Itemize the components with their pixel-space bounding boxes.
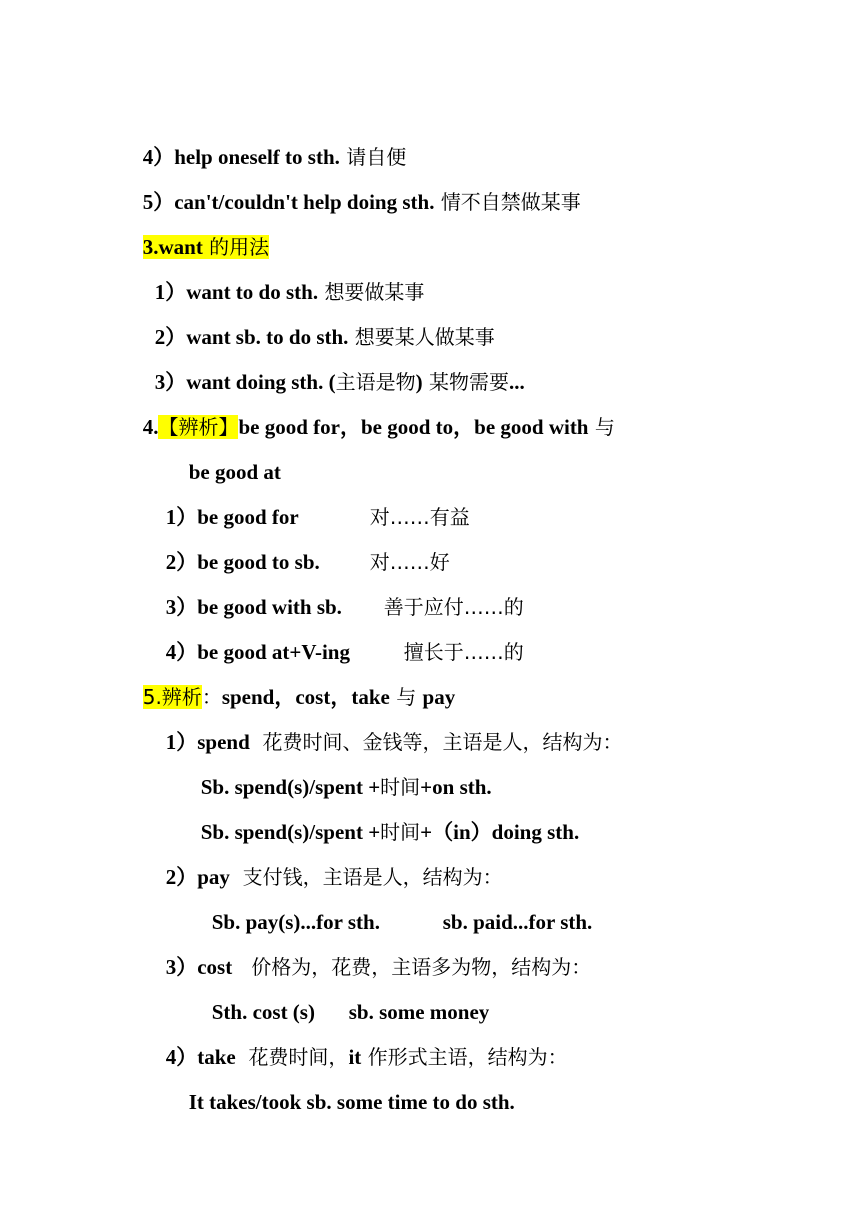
bracket-label: 【辨析】 — [158, 415, 239, 439]
line-want-doing — [142, 337, 525, 394]
item-label: 4） — [165, 640, 198, 664]
line-cost-money — [336, 967, 490, 1024]
phrase-en: want sb. to do sth. — [186, 325, 349, 349]
phrase-zh: 某物需要 — [428, 370, 509, 394]
item-label: 2） — [154, 325, 187, 349]
line-cant-help — [130, 157, 581, 214]
line-be-good-at — [153, 607, 350, 664]
phrase-en: be good at — [188, 460, 281, 484]
item-label: 4） — [142, 145, 175, 169]
line-take-structure — [176, 1057, 515, 1114]
line-want-to-do — [142, 247, 425, 304]
meaning-be-good-for — [357, 472, 470, 529]
line-paid-for — [430, 877, 593, 934]
phrase-en-pay: pay — [422, 685, 456, 709]
line-pay — [153, 832, 503, 889]
phrase-en: want to do sth. — [186, 280, 319, 304]
heading-en: 3.want — [142, 235, 203, 259]
heading-be-good — [130, 382, 615, 439]
phrase-zh: 对……好 — [369, 550, 450, 574]
phrase-en: spend — [197, 730, 250, 754]
meaning-be-good-with — [371, 562, 524, 619]
phrase-en: be good to sb. — [197, 550, 320, 574]
structure-en: Sb. pay(s)...for sth. — [211, 910, 380, 934]
phrase-en-close: ) — [415, 370, 423, 394]
line-spend — [153, 697, 623, 754]
heading-want-usage — [130, 202, 270, 259]
meaning-be-good-at — [391, 607, 524, 664]
phrase-zh-note: 主语是物 — [335, 370, 416, 394]
line-pay-for — [199, 877, 380, 934]
heading-spend-cost-take-pay — [130, 652, 456, 709]
phrase-en-it: it — [348, 1045, 362, 1069]
phrase-zh: 支付钱，主语是人，结构为： — [242, 865, 503, 889]
phrase-en: be good at+V-ing — [197, 640, 350, 664]
item-label: 1） — [165, 505, 198, 529]
phrase-en: pay — [197, 865, 230, 889]
phrase-zh: 擅长于……的 — [403, 640, 524, 664]
phrase-en: take — [197, 1045, 236, 1069]
phrase-zh-tail: 作形式主语，结构为： — [367, 1045, 568, 1069]
structure-en: Sb. spend(s)/spent + — [200, 775, 381, 799]
heading-num: 4. — [142, 415, 159, 439]
phrase-zh: 请自便 — [346, 145, 407, 169]
structure-en-object: sb. some money — [348, 1000, 490, 1024]
line-cost-structure — [199, 967, 315, 1024]
phrase-en: be good for — [197, 505, 299, 529]
phrase-en: spend，cost，take — [221, 685, 390, 709]
phrase-zh: 与 — [594, 415, 615, 439]
phrase-en: be good for，be good to，be good with — [238, 415, 589, 439]
line-spend-on — [188, 742, 492, 799]
item-label: 1） — [165, 730, 198, 754]
phrase-zh: 情不自禁做某事 — [440, 190, 581, 214]
line-cost — [153, 922, 592, 979]
phrase-zh: 善于应付……的 — [383, 595, 524, 619]
phrase-en: cost — [197, 955, 233, 979]
structure-en: It takes/took sb. some time to do sth. — [188, 1090, 515, 1114]
structure-en-tail: +（in）doing sth. — [420, 820, 580, 844]
line-be-good-with — [153, 562, 342, 619]
line-spend-doing — [188, 787, 580, 844]
phrase-zh: 与 — [396, 685, 417, 709]
line-want-sb-to-do — [142, 292, 495, 349]
item-label: 2） — [165, 865, 198, 889]
item-label: 4） — [165, 1045, 198, 1069]
phrase-zh: 想要做某事 — [324, 280, 425, 304]
structure-zh: 时间 — [380, 775, 421, 799]
meaning-be-good-to — [357, 517, 450, 574]
phrase-zh: 价格为，花费，主语多为物，结构为： — [251, 955, 592, 979]
structure-en: Sb. spend(s)/spent + — [200, 820, 381, 844]
item-label: 1） — [154, 280, 187, 304]
line-be-good-at-cont — [176, 427, 281, 484]
phrase-en: help oneself to sth. — [174, 145, 340, 169]
phrase-zh: 对……有益 — [369, 505, 470, 529]
ellipsis: ... — [508, 370, 525, 394]
item-label: 3） — [165, 595, 198, 619]
structure-en-tail: +on sth. — [420, 775, 492, 799]
phrase-en: want doing sth. ( — [186, 370, 336, 394]
structure-zh: 时间 — [380, 820, 421, 844]
item-label: 3） — [154, 370, 187, 394]
item-label: 2） — [165, 550, 198, 574]
phrase-zh: 花费时间， — [248, 1045, 349, 1069]
structure-en: Sth. cost (s) — [211, 1000, 315, 1024]
phrase-zh: 想要某人做某事 — [354, 325, 495, 349]
line-be-good-for — [153, 472, 299, 529]
heading-label: 5.辨析 — [142, 685, 202, 709]
line-take — [153, 1012, 568, 1069]
heading-colon: ： — [201, 685, 222, 709]
heading-zh: 的用法 — [209, 235, 270, 259]
line-be-good-to — [153, 517, 320, 574]
item-label: 3） — [165, 955, 198, 979]
phrase-en: can't/couldn't help doing sth. — [174, 190, 435, 214]
structure-en-past: sb. paid...for sth. — [442, 910, 593, 934]
phrase-en: be good with sb. — [197, 595, 342, 619]
line-help-oneself — [130, 112, 407, 169]
item-label: 5） — [142, 190, 175, 214]
phrase-zh: 花费时间、金钱等，主语是人，结构为： — [262, 730, 623, 754]
